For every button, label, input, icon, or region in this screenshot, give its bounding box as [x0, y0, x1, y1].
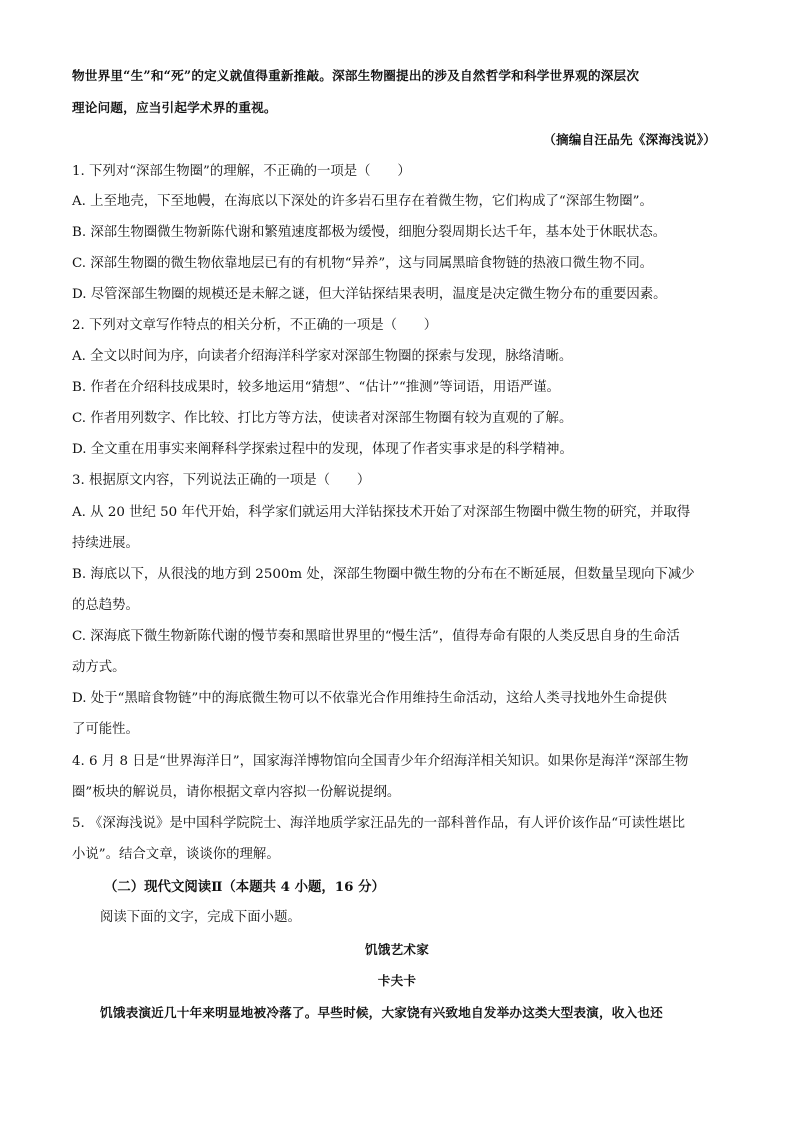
question-4-cont: 圈”板块的解说员，请你根据文章内容拟一份解说提纲。 — [72, 785, 401, 800]
option-c: C. 深海底下微生物新陈代谢的慢节奏和黑暗世界里的“慢生活”，值得寿命有限的人类反思自身的生命活 — [72, 629, 680, 644]
option-c: C. 深部生物圈的微生物依靠地层已有的有机物“异养”，这与同属黑暗食物链的热液口微生物不同。 — [72, 256, 653, 271]
option-d: D. 尽管深部生物圈的规模还是未解之谜，但大洋钻探结果表明，温度是决定微生物分布的重要因素。 — [72, 287, 667, 302]
option-b: B. 海底以下，从很浅的地方到 2500m 处，深部生物圈中微生物的分布在不断延展，但数量呈现向下减少 — [72, 567, 695, 582]
option-d-cont: 了可能性。 — [72, 722, 139, 737]
section-instruction: 阅读下面的文字，完成下面小题。 — [100, 910, 301, 925]
question-5-cont: 小说”。结合文章，谈谈你的理解。 — [72, 847, 280, 862]
question-5: 5. 《深海浅说》是中国科学院院士、海洋地质学家汪品先的一部科普作品，有人评价该作品“可读性堪比 — [72, 816, 686, 831]
story-title: 饥饿艺术家 — [365, 942, 429, 957]
question-stem: 1. 下列对“深部生物圈”的理解，不正确的一项是（ ） — [72, 164, 411, 179]
section-heading: （二）现代文阅读Ⅱ（本题共 4 小题，16 分） — [104, 879, 385, 895]
option-b: B. 作者在介绍科技成果时，较多地运用“猜想”、“估计”“推测”等词语，用语严谨。 — [72, 380, 560, 395]
option-a: A. 从 20 世纪 50 年代开始，科学家们就运用大洋钻探技术开始了对深部生物圈中微生物的研究，并取得 — [72, 505, 691, 520]
story-first-line: 饥饿表演近几十年来明显地被冷落了。早些时候，大家饶有兴致地自发举办这类大型表演，收入也还 — [100, 1005, 663, 1020]
option-a: A. 上至地壳，下至地幔，在海底以下深处的许多岩石里存在着微生物，它们构成了“深部生物圈”。 — [72, 194, 653, 209]
passage-source: （摘编自汪品先《深海浅说》） — [543, 132, 716, 147]
option-d: D. 全文重在用事实来阐释科学探索过程中的发现，体现了作者实事求是的科学精神。 — [72, 442, 573, 457]
option-a-cont: 持续进展。 — [72, 536, 139, 551]
passage-line: 物世界里“生”和“死”的定义就值得重新推敲。深部生物圈提出的涉及自然哲学和科学世界观的深层次 — [72, 68, 640, 83]
option-c-cont: 动方式。 — [72, 660, 126, 675]
option-b-cont: 的总趋势。 — [72, 598, 139, 613]
option-c: C. 作者用列数字、作比较、打比方等方法，使读者对深部生物圈有较为直观的了解。 — [72, 411, 573, 426]
option-b: B. 深部生物圈微生物新陈代谢和繁殖速度都极为缓慢，细胞分裂周期长达千年，基本处于休眠状态。 — [72, 225, 667, 240]
question-stem: 3. 根据原文内容，下列说法正确的一项是（ ） — [72, 473, 371, 488]
story-author: 卡夫卡 — [377, 973, 417, 988]
question-stem: 2. 下列对文章写作特点的相关分析，不正确的一项是（ ） — [72, 318, 438, 333]
passage-line: 理论问题，应当引起学术界的重视。 — [72, 100, 277, 115]
question-4: 4. 6 月 8 日是“世界海洋日”，国家海洋博物馆向全国青少年介绍海洋相关知识。如果你是海洋“深部生物 — [72, 754, 689, 769]
option-a: A. 全文以时间为序，向读者介绍海洋科学家对深部生物圈的探索与发现，脉络清晰。 — [72, 349, 573, 364]
option-d: D. 处于“黑暗食物链”中的海底微生物可以不依靠光合作用维持生命活动，这给人类寻找地外生命提供 — [72, 691, 667, 706]
